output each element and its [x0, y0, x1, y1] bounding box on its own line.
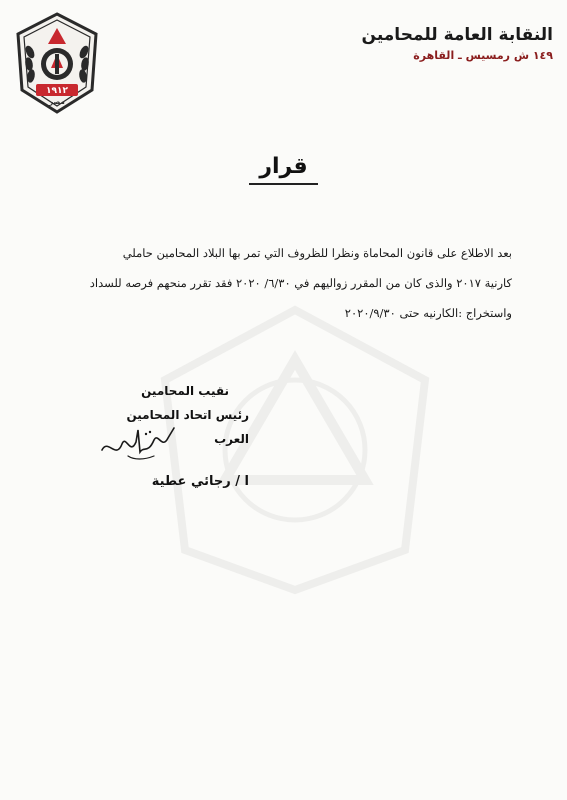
signatory-title: نقيب المحامين [141, 384, 229, 398]
document-title-wrapper [0, 153, 567, 185]
organization-address: ١٤٩ ش رمسيس ـ القاهرة [413, 49, 553, 62]
body-line: واستخراج :الكارنيه حتى ٢٠٢٠/٩/٣٠ [344, 306, 512, 320]
logo-country: مصر [49, 98, 65, 106]
document-title: قرار [249, 153, 317, 185]
letterhead [293, 24, 553, 64]
body-line: كارنية ٢٠١٧ والذى كان من المقرر زواليهم في ٦/٣٠/ ٢٠٢٠ فقد تقرر منحهم فرصه للسداد [89, 276, 512, 290]
organization-name: النقابة العامة للمحامين [361, 25, 553, 45]
body-line: بعد الاطلاع على قانون المحاماة ونظرا للظروف التي تمر بها البلاد المحامين حاملي [122, 246, 512, 260]
decision-body [55, 238, 512, 328]
handwritten-signature-icon [98, 420, 178, 470]
signatory-subtitle: رئيس اتحاد المحامين العرب [126, 408, 249, 446]
logo-year: ١٩١٢ [46, 86, 68, 96]
signatory-name: ا / رجائي عطية [151, 474, 249, 489]
